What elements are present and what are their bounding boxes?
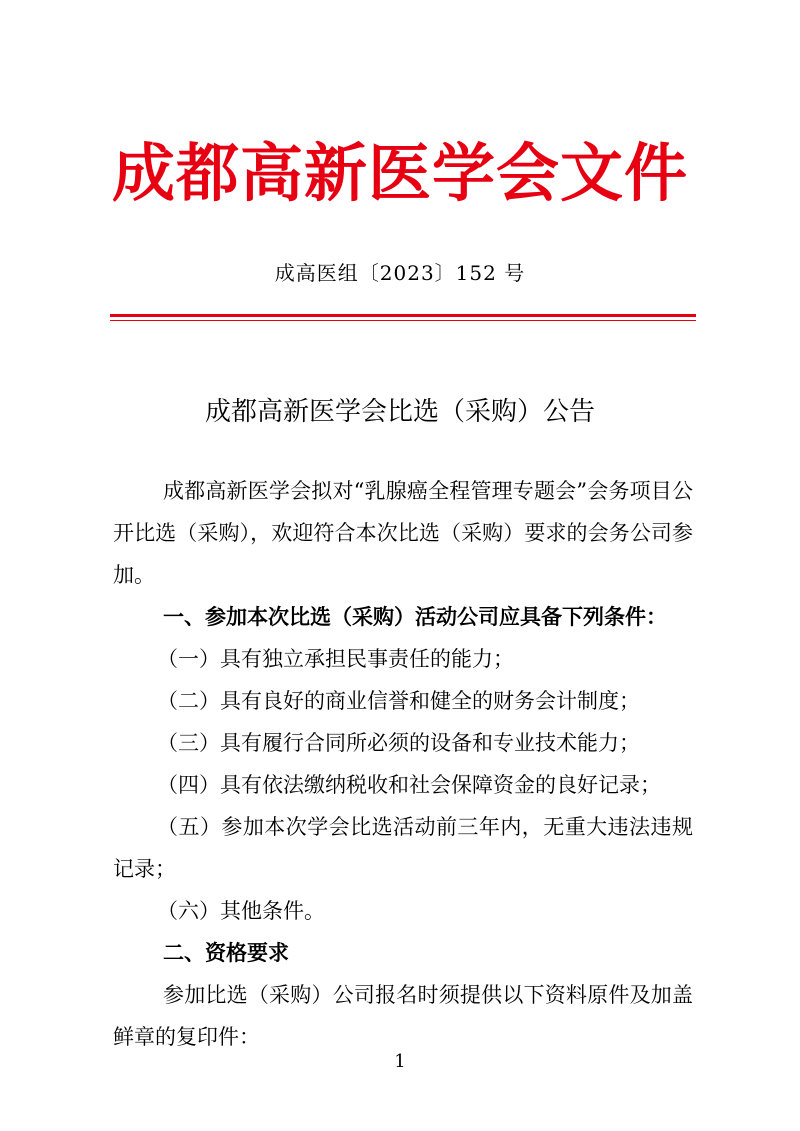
header-separator-thin (110, 320, 696, 321)
document-header-title: 成都高新医学会文件 (112, 136, 688, 210)
condition-item-4: （四）具有依法缴纳税收和社会保障资金的良好记录； (157, 773, 661, 797)
condition-item-2: （二）具有良好的商业信誉和健全的财务会计制度； (157, 689, 640, 713)
condition-item-1: （一）具有独立承担民事责任的能力； (157, 647, 514, 671)
notice-title: 成都高新医学会比选（采购）公告 (204, 397, 595, 427)
condition-item-3: （三）具有履行合同所必须的设备和专业技术能力； (157, 731, 640, 755)
header-separator-thick (110, 314, 696, 317)
section-2-heading: 二、资格要求 (163, 940, 289, 965)
document-number: 成高医组〔2023〕152 号 (274, 261, 526, 285)
section-2-paragraph: 参加比选（采购）公司报名时须提供以下资料原件及加盖鲜章的复印件： (113, 983, 693, 1049)
condition-item-5: （五）参加本次学会比选活动前三年内，无重大违法违规记录； (113, 815, 693, 881)
condition-item-6: （六）其他条件。 (157, 899, 325, 923)
intro-paragraph: 成都高新医学会拟对“乳腺癌全程管理专题会”会务项目公开比选（采购），欢迎符合本次比选（采购）要求的会务公司参加。 (113, 479, 693, 587)
section-1-heading: 一、参加本次比选（采购）活动公司应具备下列条件： (163, 604, 667, 629)
notice-body (113, 470, 693, 1058)
page-number: 1 (394, 1051, 406, 1072)
